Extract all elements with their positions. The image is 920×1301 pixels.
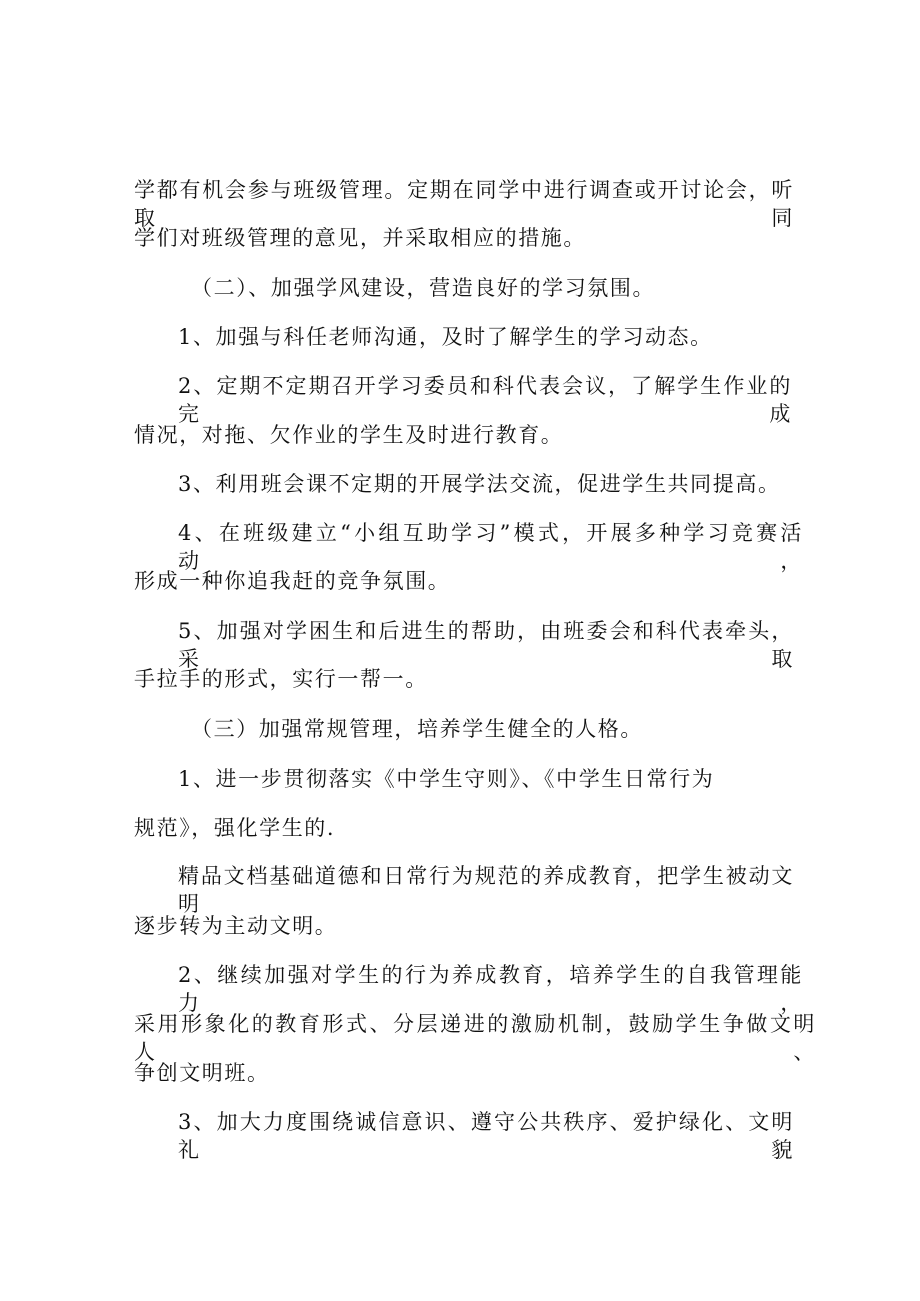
list-item: 5、加强对学困生和后进生的帮助，由班委会和科代表牵头，采取 [178, 619, 794, 671]
paragraph-line: 情况，对拖、欠作业的学生及时进行教育。 [134, 423, 564, 447]
list-item: 1、进一步贯彻落实《中学生守则》、《中学生日常行为 [178, 767, 715, 791]
paragraph-line: 逐步转为主动文明。 [134, 914, 338, 938]
paragraph-line: 学都有机会参与班级管理。定期在同学中进行调查或开讨论会，听取同 [134, 178, 794, 230]
paragraph-line: 规范》，强化学生的. [134, 816, 336, 840]
paragraph-line: 精品文档基础道德和日常行为规范的养成教育，把学生被动文明 [178, 864, 794, 916]
paragraph-line: 采用形象化的教育形式、分层递进的激励机制，鼓励学生争做文明人、 [134, 1012, 816, 1064]
paragraph-line: 形成一种你追我赶的竞争氛围。 [134, 569, 451, 593]
list-item: 2、继续加强对学生的行为养成教育，培养学生的自我管理能力， [178, 963, 803, 1015]
list-item: 3、加大力度围绕诚信意识、遵守公共秩序、爱护绿化、文明礼貌 [178, 1110, 794, 1162]
list-item: 2、定期不定期召开学习委员和科代表会议，了解学生作业的完成 [178, 374, 792, 426]
list-item: 4、在班级建立“小组互助学习”模式，开展多种学习竞赛活动， [178, 521, 803, 573]
list-item: 1、加强与科任老师沟通，及时了解学生的学习动态。 [178, 325, 713, 349]
section-heading: （二）、加强学风建设，营造良好的学习氛围。 [191, 276, 656, 300]
section-heading: （三）加强常规管理，培养学生健全的人格。 [191, 717, 643, 741]
paragraph-line: 手拉手的形式，实行一帮一。 [134, 667, 428, 691]
list-item: 3、利用班会课不定期的开展学法交流，促进学生共同提高。 [178, 472, 781, 496]
paragraph-line: 学们对班级管理的意见，并采取相应的措施。 [134, 226, 586, 250]
paragraph-line: 争创文明班。 [134, 1061, 270, 1085]
